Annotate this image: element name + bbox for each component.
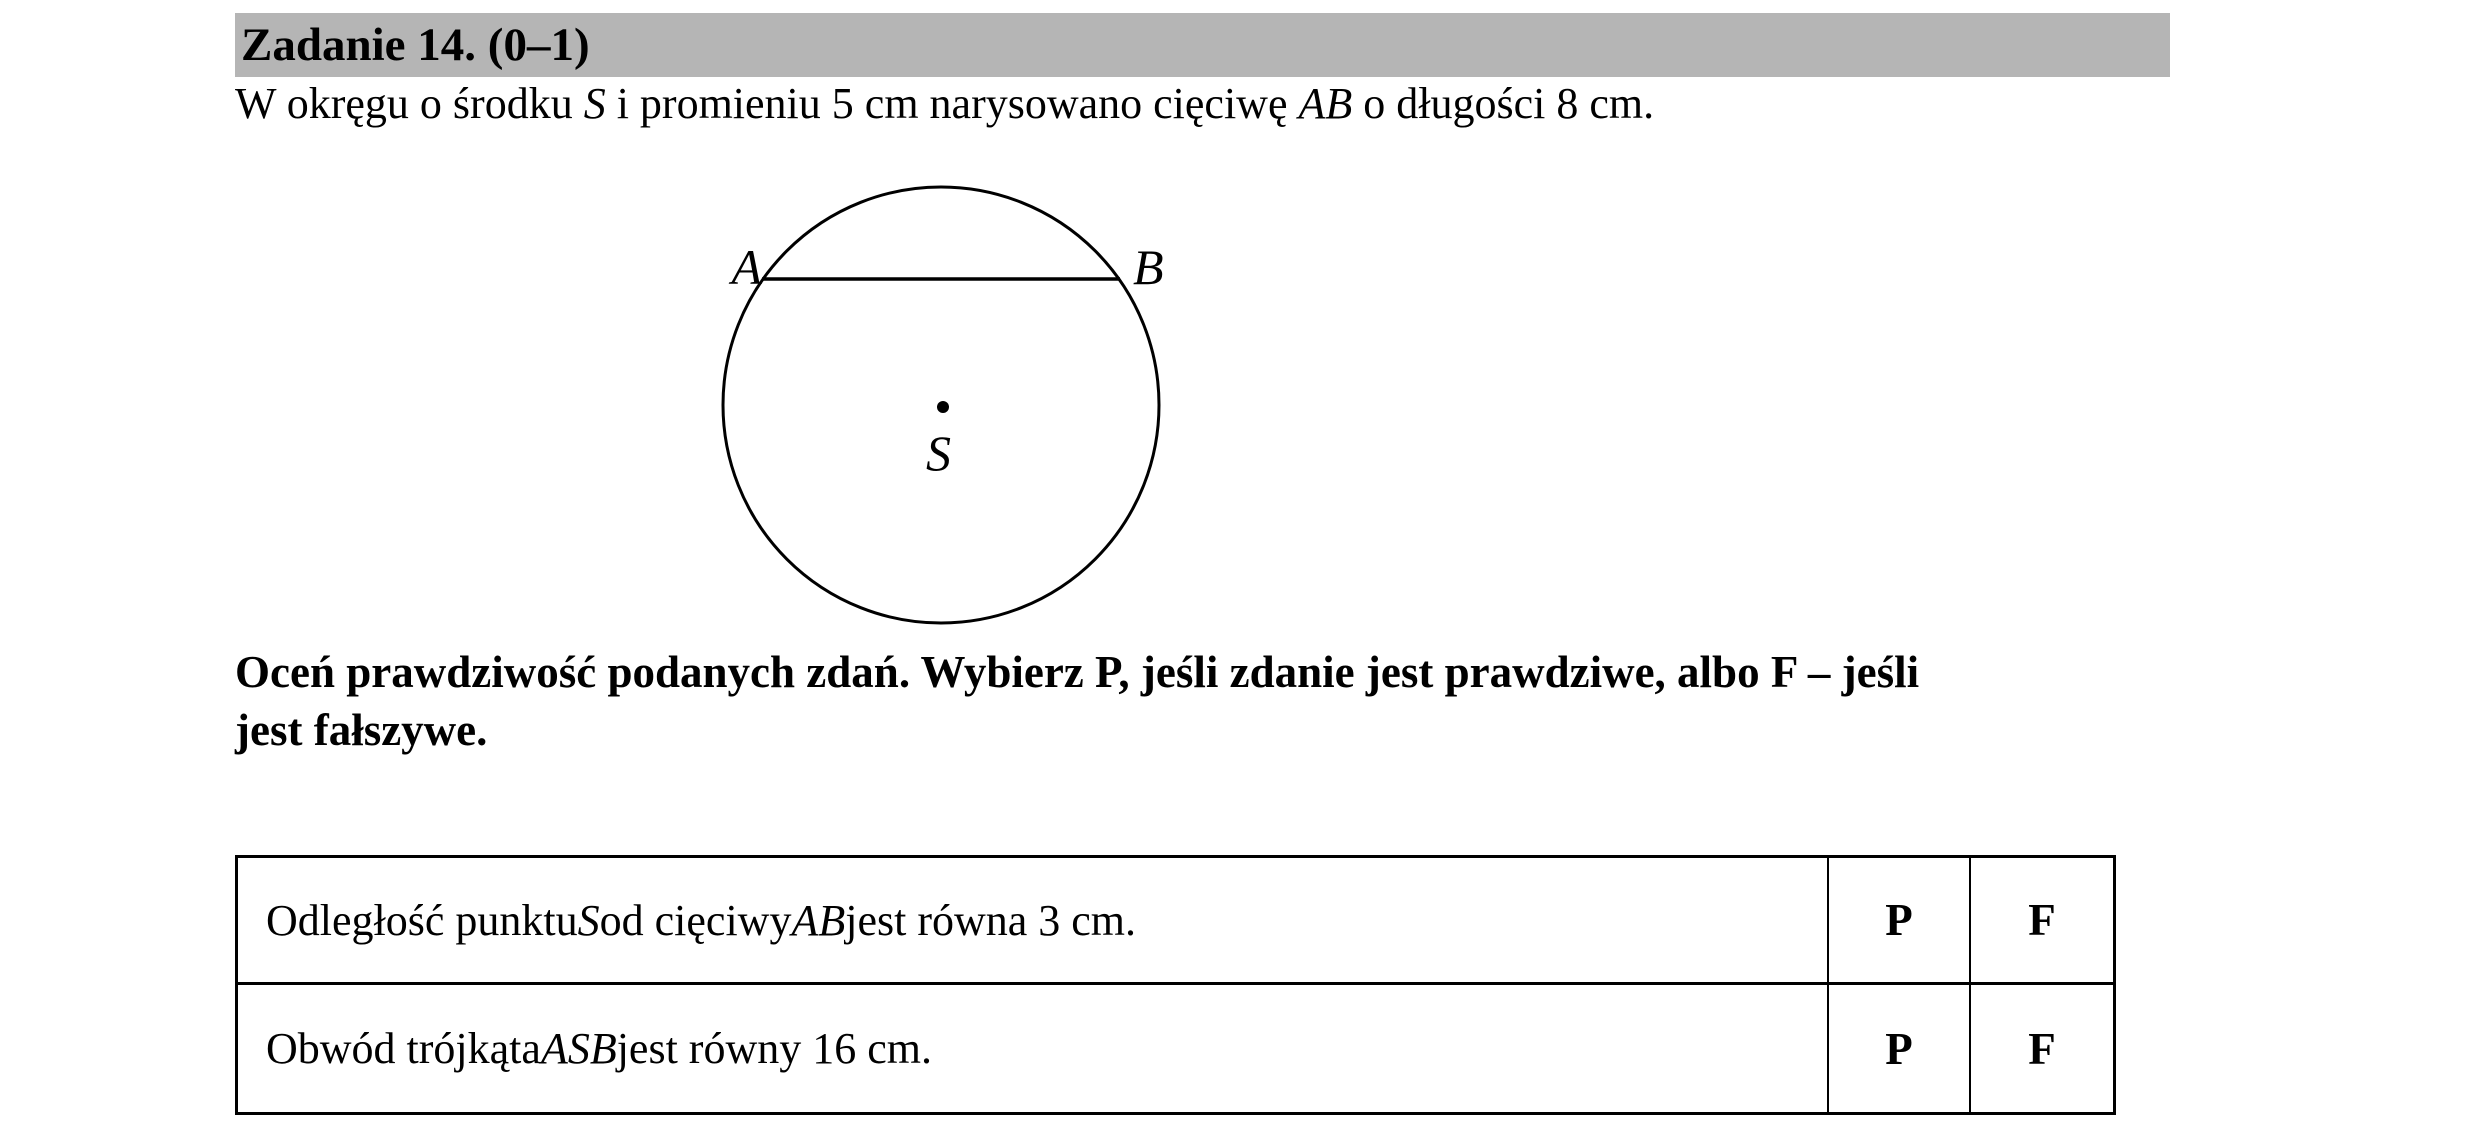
task-title: Zadanie 14. (0–1): [241, 19, 590, 71]
label-s: S: [926, 425, 951, 481]
statement-cell: Obwód trójkąta ASB jest równy 16 cm.: [238, 985, 1829, 1112]
option-p-cell[interactable]: P: [1829, 985, 1971, 1112]
task-header-bar: [235, 13, 2170, 77]
statement-cell: Odległość punktu S od cięciwy AB jest równa 3 cm.: [238, 858, 1829, 985]
option-f-cell[interactable]: F: [2028, 1023, 2056, 1074]
center-dot: [937, 401, 949, 413]
intro-text: W okręgu o środku S i promieniu 5 cm narysowano cięciwę AB o długości 8 cm.: [235, 79, 1655, 128]
instruction-line: jest fałszywe.: [235, 705, 488, 755]
instruction-line: Oceń prawdziwość podanych zdań. Wybierz P, jeśli zdanie jest prawdziwe, albo F – jeśli: [235, 647, 1920, 697]
option-p-cell[interactable]: P: [1829, 858, 1971, 985]
option-f-cell[interactable]: F: [1971, 858, 2113, 985]
label-b: B: [1133, 239, 1164, 295]
instruction-text: [235, 643, 2385, 759]
statements-table: [235, 855, 2116, 1115]
label-a: A: [731, 239, 762, 295]
circle-figure: [700, 165, 1180, 640]
